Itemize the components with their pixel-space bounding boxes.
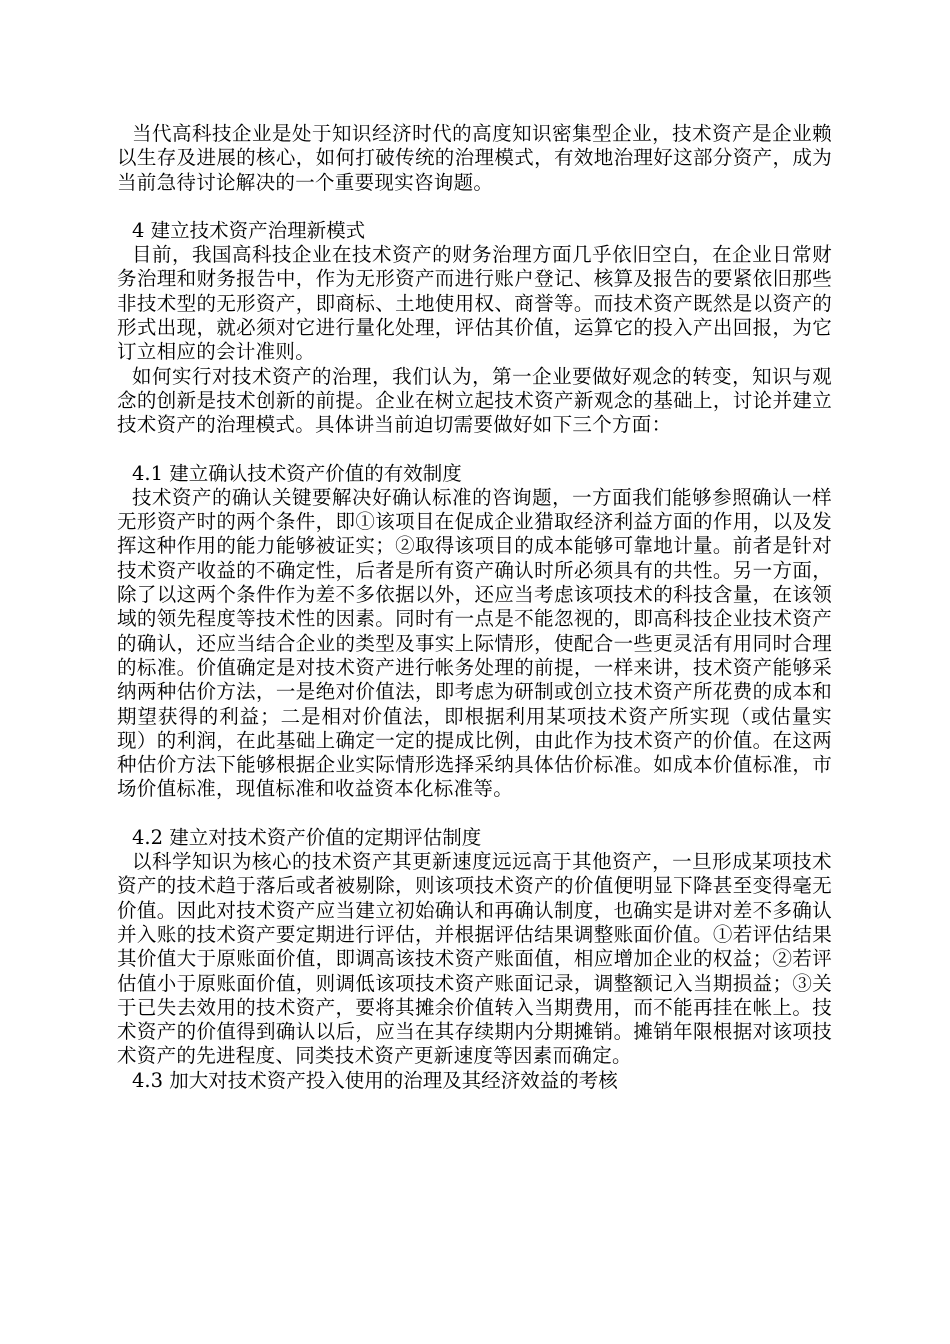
section-4-1-heading: 4.1 建立确认技术资产价值的有效制度 [132,461,462,485]
section-4-2-heading: 4.2 建立对技术资产价值的定期评估制度 [132,825,482,849]
section-4-2-paragraph: 以科学知识为核心的技术资产其更新速度远远高于其他资产，一旦形成某项技术资产的技术趋于落后或者被剔除，则该项技术资产的价值便明显下降甚至变得毫无价值。因此对技术资产应当建立初始确认和再确认制度，也确实是讲对差不多确认并入账的技术资产要定期进行评估，并根据评估结果调整账面价值。①若评估结果其价值大于原账面价值，即调高该技术资产账面值，相应增加企业的权益；②若评估值小于原账面价值，则调低该项技术资产账面记录，调整额记入当期损益；③关于已失去效用的技术资产，要将其摊余价值转入当期费用，而不能再挂在帐上。技术资产的价值得到确认以后，应当在其存续期内分期摊销。摊销年限根据对该项技术资产的先进程度、同类技术资产更新速度等因素而确定。 [117,850,832,1068]
section-4-paragraph-1: 目前，我国高科技企业在技术资产的财务治理方面几乎依旧空白，在企业日常财务治理和财务报告中，作为无形资产而进行账户登记、核算及报告的要紧依旧那些非技术型的无形资产，即商标、土地使用权、商誉等。而技术资产既然是以资产的形式出现，就必须对它进行量化处理，评估其价值，运算它的投入产出回报，为它订立相应的会计准则。 [117,243,832,364]
section-4-1-paragraph: 技术资产的确认关键要解决好确认标准的咨询题，一方面我们能够参照确认一样无形资产时的两个条件，即①该项目在促成企业猎取经济利益方面的作用，以及发挥这种作用的能力能够被证实；②取得该项目的成本能够可靠地计量。前者是针对技术资产收益的不确定性，后者是所有资产确认时所必须具有的共性。另一方面，除了以这两个条件作为差不多依据以外，还应当考虑该项技术的科技含量，在该领域的领先程度等技术性的因素。同时有一点是不能忽视的，即高科技企业技术资产的确认，还应当结合企业的类型及事实上际情形，使配合一些更灵活有用同时合理的标准。价值确定是对技术资产进行帐务处理的前提，一样来讲，技术资产能够采纳两种估价方法，一是绝对价值法，即考虑为研制或创立技术资产所花费的成本和期望获得的利益；二是相对价值法，即根据利用某项技术资产所实现（或估量实现）的利润，在此基础上确定一定的提成比例，由此作为技术资产的价值。在这两种估价方法下能够根据企业实际情形选择采纳具体估价标准。如成本价值标准，市场价值标准，现值标准和收益资本化标准等。 [117,485,832,801]
paragraph-gap [117,802,832,826]
paragraph-gap [117,195,832,219]
intro-paragraph: 当代高科技企业是处于知识经济时代的高度知识密集型企业，技术资产是企业赖以生存及进展的核心，如何打破传统的治理模式，有效地治理好这部分资产，成为当前急待讨论解决的一个重要现实咨询题。 [117,122,832,194]
paragraph-gap [117,438,832,462]
section-4-paragraph-2: 如何实行对技术资产的治理，我们认为，第一企业要做好观念的转变，知识与观念的创新是技术创新的前提。企业在树立起技术资产新观念的基础上，讨论并建立技术资产的治理模式。具体讲当前迫切需要做好如下三个方面： [117,364,832,437]
section-4-heading: 4 建立技术资产治理新模式 [132,218,366,242]
section-4-3-heading: 4.3 加大对技术资产投入使用的治理及其经济效益的考核 [132,1068,618,1092]
document-page [117,122,832,1093]
